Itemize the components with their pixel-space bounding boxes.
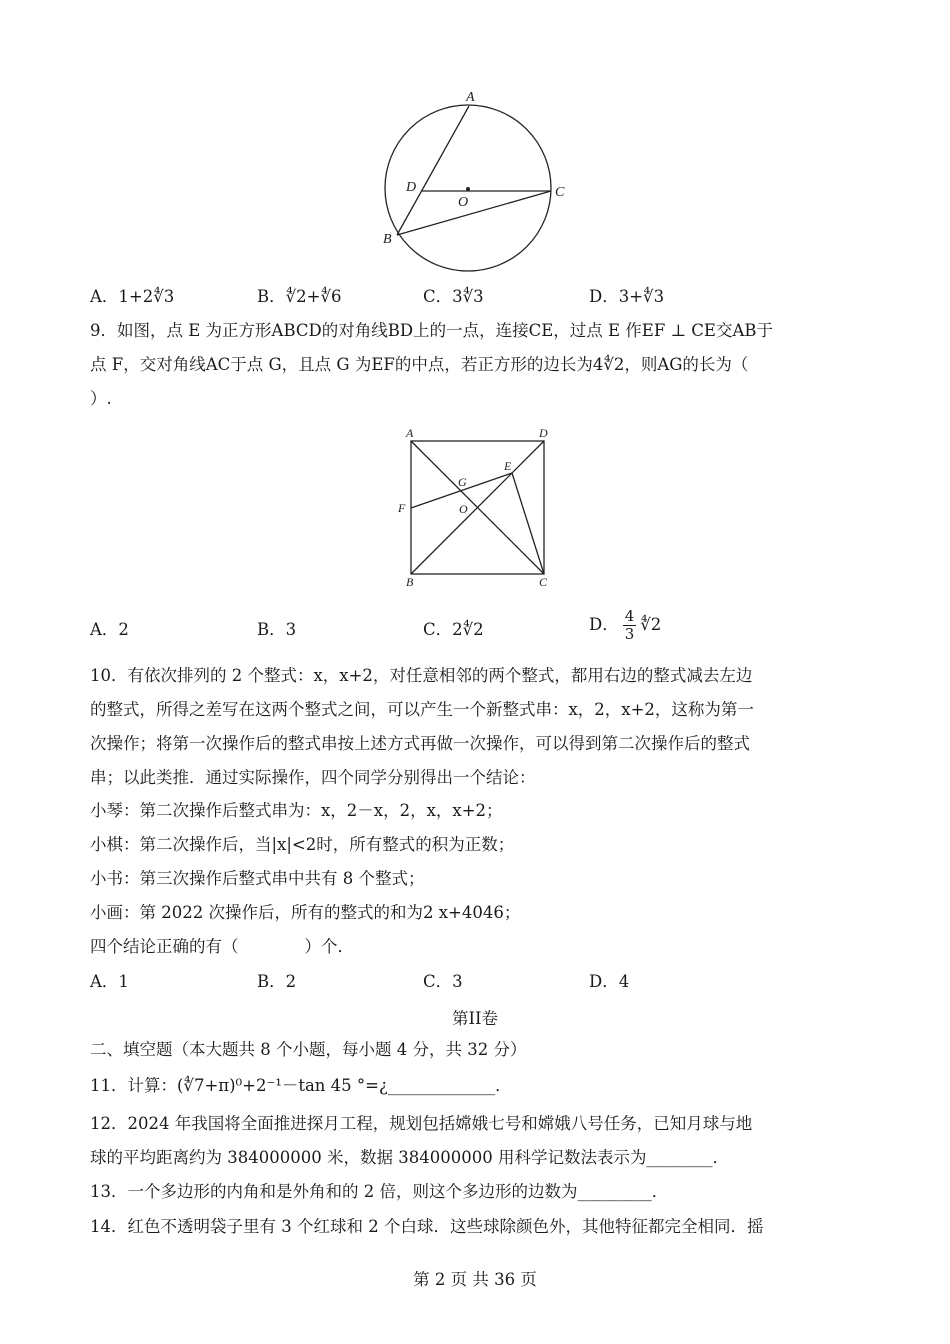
label-C: C	[555, 185, 565, 200]
q9-option-b[interactable]: B．3	[257, 620, 297, 639]
q11: 11．计算：(∜7+π)⁰+2⁻¹－tan 45 °=¿_____________．	[90, 1076, 512, 1095]
fraction-numerator: 4	[624, 607, 635, 625]
label-B: B	[383, 232, 392, 247]
section-title: 第II卷	[451, 1009, 499, 1028]
q9-option-d[interactable]	[589, 608, 661, 643]
q8-option-a[interactable]: A．1+2∜3	[90, 287, 175, 306]
q10-option-a[interactable]: A．1	[90, 972, 129, 991]
q9-option-c[interactable]: C．2∜2	[423, 620, 484, 639]
q10-line-4: 串；以此类推．通过实际操作，四个同学分别得出一个结论：	[90, 768, 536, 787]
q8-option-d[interactable]: D．3+∜3	[589, 287, 665, 306]
label-B: B	[406, 575, 414, 589]
label-G: G	[458, 475, 467, 489]
label-E: E	[504, 459, 512, 473]
label-C: C	[539, 575, 548, 589]
q9-option-a[interactable]: A．2	[90, 620, 129, 639]
center-point	[466, 187, 470, 191]
q9-line-3: ）.	[90, 389, 112, 408]
section-heading: 二、填空题（本大题共 8 个小题，每小题 4 分，共 32 分）	[90, 1040, 527, 1059]
q10-option-c[interactable]: C．3	[423, 972, 463, 991]
q10-line-2: 的整式，所得之差写在这两个整式之间，可以产生一个新整式串：x，2，x+2，这称为第一	[90, 700, 754, 719]
label-O: O	[458, 195, 469, 210]
circle-figure	[370, 85, 570, 275]
q9-line-2: 点 F，交对角线AC于点 G，且点 G 为EF的中点，若正方形的边长为4∜2，则AG的长为（	[90, 355, 749, 374]
q9-option-d-label: D．	[589, 615, 619, 634]
square-figure	[394, 424, 564, 594]
label-D: D	[406, 180, 417, 195]
label-A: A	[406, 426, 414, 440]
label-O: O	[459, 502, 468, 516]
fraction	[623, 608, 637, 643]
label-A: A	[466, 90, 475, 105]
q9-line-1: 9．如图，点 E 为正方形ABCD的对角线BD上的一点，连接CE，过点 E 作EF ⊥ CE交AB于	[90, 321, 774, 340]
label-F: F	[398, 501, 406, 515]
q10-option-d[interactable]: D．4	[589, 972, 630, 991]
q12-line-1: 12．2024 年我国将全面推进探月工程，规划包括嫦娥七号和嫦娥八号任务，已知月球与地	[90, 1114, 753, 1133]
label-D: D	[539, 426, 548, 440]
fraction-denominator: 3	[624, 625, 635, 643]
page-footer: 第 2 页 共 36 页	[413, 1270, 537, 1289]
q10-option-b[interactable]: B．2	[257, 972, 297, 991]
q9-option-d-radical: ∜2	[640, 615, 662, 634]
q8-options	[90, 286, 790, 308]
segment-BC	[397, 191, 551, 235]
q10-options	[90, 971, 790, 993]
q8-option-c[interactable]: C．3∜3	[423, 287, 484, 306]
q12-line-2: 球的平均距离约为 384000000 米，数据 384000000 用科学记数法表示为________．	[90, 1148, 729, 1167]
q10-conclusion-xiaoqin: 小琴：第二次操作后整式串为：x，2－x，2，x，x+2；	[90, 801, 503, 820]
q10-conclusion-xiaoqi: 小棋：第二次操作后，当|x|<2时，所有整式的积为正数；	[90, 835, 515, 854]
q10-line-3: 次操作；将第一次操作后的整式串按上述方式再做一次操作，可以得到第二次操作后的整式	[90, 734, 750, 753]
q10-line-1: 10．有依次排列的 2 个整式：x，x+2，对任意相邻的两个整式，都用右边的整式减去左边	[90, 666, 753, 685]
q10-question: 四个结论正确的有（ ）个．	[90, 937, 354, 956]
q10-conclusion-xiaohua: 小画：第 2022 次操作后，所有的整式的和为2 x+4046；	[90, 903, 521, 922]
q13: 13．一个多边形的内角和是外角和的 2 倍，则这个多边形的边数为_________．	[90, 1182, 669, 1201]
q14-line-1: 14．红色不透明袋子里有 3 个红球和 2 个白球．这些球除颜色外，其他特征都完全相同．摇	[90, 1217, 764, 1236]
segment-AB	[397, 106, 469, 235]
q8-option-b[interactable]: B．∜2+∜6	[257, 287, 342, 306]
q10-conclusion-xiaoshu: 小书：第三次操作后整式串中共有 8 个整式；	[90, 869, 425, 888]
q9-options	[90, 607, 790, 649]
